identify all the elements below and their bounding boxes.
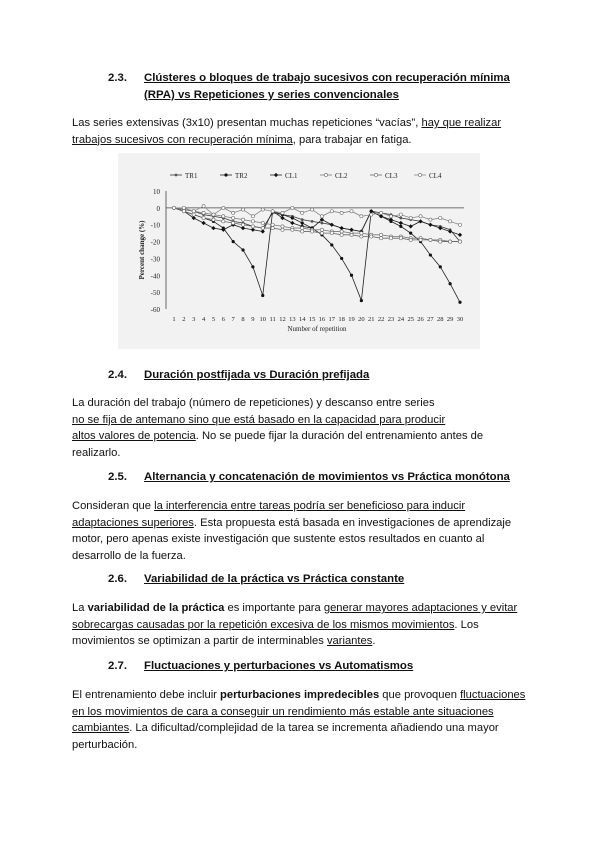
x-tick-label: 14 — [298, 316, 306, 323]
data-point — [261, 226, 264, 229]
data-point — [202, 205, 205, 208]
section-title: Clústeres o bloques de trabajo sucesivos con recuperación mínima — [144, 72, 510, 84]
x-tick-label: 7 — [231, 316, 235, 323]
x-tick-label: 22 — [377, 316, 385, 323]
data-point — [449, 282, 452, 285]
x-tick-label: 3 — [192, 316, 196, 323]
data-point — [232, 240, 235, 243]
data-point — [409, 238, 412, 241]
text: . — [372, 635, 376, 647]
legend-marker — [418, 173, 421, 176]
data-point — [439, 216, 442, 219]
paragraph-2-4 — [72, 395, 532, 461]
data-point — [290, 221, 294, 225]
data-point — [301, 221, 304, 224]
section-title: Duración postfijada vs Duración prefijada — [144, 369, 370, 381]
data-point — [360, 235, 363, 238]
data-point — [281, 211, 284, 214]
data-point — [380, 211, 383, 214]
data-point — [448, 229, 452, 233]
x-tick-label: 23 — [387, 316, 395, 323]
x-tick-label: 12 — [279, 316, 286, 323]
data-point — [389, 215, 392, 218]
data-point — [360, 232, 363, 235]
x-tick-label: 26 — [417, 316, 424, 323]
x-tick-label: 11 — [269, 316, 276, 323]
section-title-cont: (RPA) vs Repeticiones y series convencionales — [144, 89, 399, 101]
legend-marker — [324, 173, 327, 176]
data-point — [232, 221, 235, 224]
data-point — [340, 211, 343, 214]
data-point — [330, 232, 333, 235]
data-point — [241, 208, 244, 211]
x-tick-label: 9 — [251, 316, 255, 323]
text: desarrollo de la fuerza. — [72, 549, 186, 562]
data-point — [291, 216, 294, 219]
x-tick-label: 19 — [348, 316, 355, 323]
data-point — [399, 217, 402, 220]
data-point — [321, 222, 324, 225]
x-tick-label: 1 — [172, 316, 176, 323]
data-point — [419, 215, 422, 218]
data-point — [301, 218, 304, 221]
data-point — [251, 225, 254, 228]
data-point — [222, 220, 225, 223]
section-heading-2-7 — [108, 658, 413, 675]
data-point — [428, 223, 432, 227]
x-tick-label: 4 — [201, 316, 206, 323]
data-point — [399, 237, 402, 240]
data-point — [458, 301, 461, 304]
x-tick-label: 5 — [211, 316, 216, 323]
y-tick-label: -20 — [150, 238, 160, 247]
legend-label: CL3 — [385, 172, 398, 180]
data-point — [281, 225, 284, 228]
x-tick-label: 17 — [328, 316, 336, 323]
x-tick-label: 21 — [367, 316, 375, 323]
data-point — [340, 233, 343, 236]
data-point — [389, 237, 392, 240]
data-point — [429, 218, 432, 221]
data-point — [370, 213, 373, 216]
x-tick-label: 29 — [446, 316, 454, 323]
data-point — [212, 213, 215, 216]
x-tick-label: 30 — [456, 316, 464, 323]
section-title: Fluctuaciones y perturbaciones vs Automatismos — [144, 660, 414, 672]
underlined-text: cambiantes — [72, 722, 130, 734]
x-tick-label: 18 — [338, 316, 345, 323]
underlined-text: generar mayores adaptaciones y evitar — [323, 602, 518, 614]
text: que provoquen — [379, 689, 461, 701]
data-point — [330, 210, 333, 213]
data-point — [439, 265, 442, 268]
section-number: 2.6. — [108, 573, 127, 585]
y-tick-label: 0 — [156, 204, 160, 213]
text: realizarlo. — [72, 446, 121, 459]
data-point — [251, 220, 254, 223]
data-point — [232, 216, 235, 219]
y-tick-label: -50 — [150, 289, 160, 298]
data-point — [241, 223, 244, 226]
section-title: Variabilidad de la práctica vs Práctica constante — [144, 573, 405, 585]
data-point — [360, 215, 363, 218]
underlined-text: fluctuaciones — [460, 689, 526, 701]
data-point — [212, 218, 215, 221]
data-point — [222, 215, 225, 218]
data-point — [301, 211, 304, 214]
bold-text: perturbaciones impredecibles — [220, 689, 380, 701]
data-point — [301, 230, 304, 233]
data-point — [271, 226, 274, 229]
legend-label: TR1 — [185, 172, 198, 180]
data-point — [271, 210, 274, 213]
data-point — [370, 235, 373, 238]
x-tick-label: 25 — [407, 316, 414, 323]
x-tick-label: 15 — [308, 316, 316, 323]
y-tick-label: -60 — [150, 306, 160, 314]
data-point — [192, 213, 195, 216]
data-point — [399, 221, 403, 225]
text: La — [72, 602, 88, 614]
x-axis-label: Number of repetition — [287, 325, 347, 333]
y-tick-label: -10 — [150, 221, 160, 230]
data-point — [439, 240, 442, 243]
x-tick-label: 6 — [221, 316, 225, 323]
data-point — [330, 243, 333, 246]
legend-marker — [175, 174, 178, 177]
data-point — [330, 223, 334, 227]
data-point — [192, 210, 195, 213]
x-tick-label: 20 — [358, 316, 365, 323]
data-point — [409, 232, 412, 235]
data-point — [261, 208, 264, 211]
underlined-text: adaptaciones superiores — [72, 516, 194, 529]
data-point — [340, 257, 343, 260]
text: es importante para — [224, 602, 324, 614]
legend-label: CL4 — [429, 172, 442, 180]
data-point — [222, 206, 225, 209]
repetition-chart — [118, 153, 480, 349]
text: . Esta propuesta está basada en investigaciones de aprendizaje — [193, 516, 512, 529]
underlined-text: variantes — [326, 635, 373, 647]
y-tick-label: -30 — [150, 255, 160, 264]
underlined-text: hay que realizar — [421, 117, 502, 129]
data-point — [182, 206, 185, 209]
data-point — [380, 233, 383, 236]
x-tick-label: 8 — [241, 316, 245, 323]
section-title: Alternancia y concatenación de movimientos vs Práctica monótona — [144, 471, 510, 483]
data-point — [310, 230, 313, 233]
text: Consideran que — [72, 500, 155, 512]
data-point — [251, 265, 254, 268]
text: , para trabajar en fatiga. — [292, 133, 412, 146]
paragraph-2-6 — [72, 600, 532, 650]
data-point — [241, 218, 244, 221]
section-number: 2.3. — [108, 72, 127, 84]
paragraph-2-3 — [72, 115, 532, 148]
data-point — [429, 238, 432, 241]
text: perturbación. — [72, 738, 138, 751]
text: . Los — [454, 618, 479, 631]
legend-marker — [374, 173, 377, 176]
data-point — [172, 206, 175, 209]
y-tick-label: -40 — [150, 272, 160, 281]
underlined-text: sobrecargas causadas por la repetición excesiva de los mismos movimientos — [72, 618, 455, 631]
data-point — [458, 240, 461, 243]
underlined-text: la interferencia entre tareas podría ser beneficioso para inducir — [154, 500, 466, 512]
data-point — [261, 294, 264, 297]
data-point — [202, 211, 205, 214]
y-axis-label: Percent change (%) — [138, 220, 146, 280]
data-point — [399, 213, 402, 216]
data-point — [399, 225, 402, 228]
data-point — [350, 210, 353, 213]
section-number: 2.5. — [108, 471, 127, 483]
data-point — [291, 228, 294, 231]
data-point — [182, 210, 185, 213]
data-point — [271, 223, 274, 226]
underlined-text: altos valores de potencia — [72, 430, 196, 442]
data-point — [320, 215, 323, 218]
x-tick-label: 24 — [397, 316, 405, 323]
x-tick-label: 27 — [427, 316, 434, 323]
data-point — [340, 230, 343, 233]
data-point — [201, 221, 205, 225]
x-tick-label: 13 — [289, 316, 296, 323]
x-tick-label: 2 — [182, 316, 186, 323]
section-heading-2-3 — [108, 70, 510, 104]
underlined-text: no se fija de antemano sino que está basado en la capacidad para producir — [72, 413, 446, 426]
legend-label: CL2 — [335, 172, 348, 180]
data-point — [241, 248, 244, 251]
data-point — [350, 274, 353, 277]
data-point — [380, 237, 383, 240]
paragraph-2-5 — [72, 498, 532, 564]
y-tick-label: 10 — [153, 188, 160, 196]
data-point — [281, 228, 284, 231]
data-point — [360, 299, 363, 302]
data-point — [449, 240, 452, 243]
legend-marker — [224, 173, 227, 176]
data-point — [261, 221, 264, 224]
section-heading-2-4 — [108, 367, 369, 384]
section-number: 2.7. — [108, 660, 127, 672]
data-point — [429, 253, 432, 256]
x-tick-label: 28 — [437, 316, 444, 323]
x-tick-label: 16 — [318, 316, 326, 323]
underlined-text: trabajos sucesivos con recuperación mínima — [72, 133, 293, 146]
data-point — [301, 226, 304, 229]
data-point — [350, 233, 353, 236]
data-point — [310, 208, 313, 211]
data-point — [419, 238, 422, 241]
data-point — [409, 216, 412, 219]
data-point — [251, 215, 254, 218]
text: El entrenamiento debe incluir — [72, 689, 221, 701]
section-number: 2.4. — [108, 369, 127, 381]
text: . La dificultad/complejidad de la tarea se incrementa añadiendo una mayor — [129, 722, 499, 734]
data-point — [211, 226, 215, 230]
data-point — [320, 232, 323, 235]
data-point — [320, 228, 323, 231]
section-heading-2-5 — [108, 469, 510, 486]
text: La duración del trabajo (número de repeticiones) y descanso entre series — [72, 397, 435, 409]
legend-label: TR2 — [235, 172, 248, 180]
section-heading-2-6 — [108, 571, 404, 588]
data-point — [449, 220, 452, 223]
text: . No se puede fijar la duración del entrenamiento antes de — [195, 430, 484, 442]
text: movimientos se optimizan a partir de interminables — [72, 635, 327, 647]
data-point — [409, 224, 413, 228]
data-point — [311, 220, 314, 223]
text: Las series extensivas (3x10) presentan muchas repeticiones “vacías”, — [72, 117, 422, 129]
legend-label: CL1 — [285, 172, 298, 180]
text: motor, pero apenas existe investigación que sustente estos resultados en cuanto al — [72, 533, 485, 545]
x-tick-label: 10 — [259, 316, 267, 323]
data-point — [202, 216, 205, 219]
paragraph-2-7 — [72, 687, 532, 753]
data-point — [418, 219, 422, 223]
data-point — [458, 223, 461, 226]
legend-marker — [274, 173, 278, 177]
data-point — [458, 233, 462, 237]
underlined-text: en los movimientos de cara a conseguir un rendimiento más estable ante situaciones — [72, 705, 494, 718]
bold-text: variabilidad de la práctica — [87, 602, 225, 614]
chart-svg — [118, 153, 480, 349]
data-point — [291, 206, 294, 209]
data-point — [232, 211, 235, 214]
